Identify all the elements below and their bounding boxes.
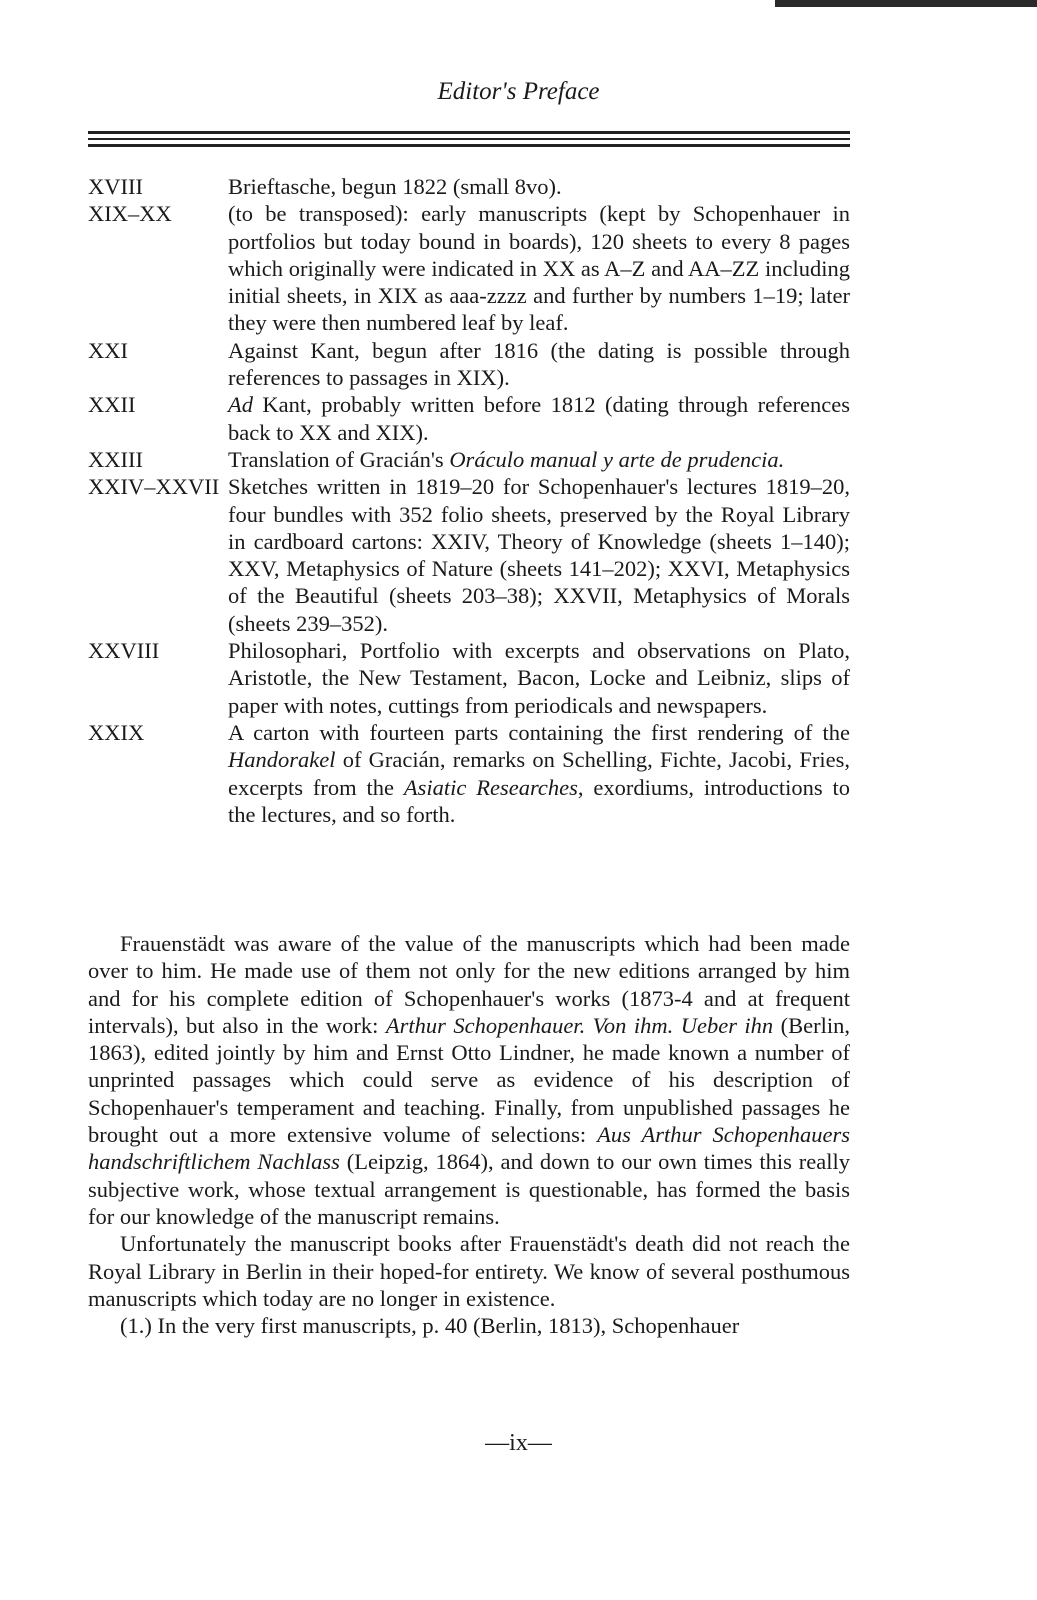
entry-label: XXI xyxy=(88,337,128,363)
entry-label: XXII xyxy=(88,392,136,418)
entry-label: XIX–XX xyxy=(88,201,172,227)
entry-description: Philosophari, Portfolio with excerpts and observations on Plato, Aristotle, the New Testament, Bacon, Locke and Leibniz, slips of paper with notes, cuttings from periodicals and newspapers. xyxy=(228,638,850,718)
manuscript-entry xyxy=(88,337,850,392)
entry-description: Against Kant, begun after 1816 (the dating is possible through references to passages in XIX). xyxy=(228,337,850,391)
entry-label: XXVIII xyxy=(88,638,160,664)
manuscript-list xyxy=(88,173,850,828)
scan-edge-bar xyxy=(775,0,1037,7)
entry-label: XXIX xyxy=(88,719,145,745)
entry-description: Ad Kant, probably written before 1812 (dating through references back to XX and XIX). xyxy=(228,392,850,445)
paragraph: (1.) In the very first manuscripts, p. 40 (Berlin, 1813), Schopenhauer xyxy=(120,1313,740,1339)
paragraph: Unfortunately the manuscript books after Frauenstädt's death did not reach the Royal Library in Berlin in their hoped-for entirety. We know of several posthumous manuscripts which today are no longer in existence. xyxy=(88,1231,850,1311)
header-rule xyxy=(88,138,850,140)
entry-label: XXIV–XXVII xyxy=(88,474,220,500)
entry-description: Translation of Gracián's Oráculo manual y arte de prudencia. xyxy=(228,446,785,472)
manuscript-entry xyxy=(88,473,850,637)
entry-description: A carton with fourteen parts containing the first rendering of the Handorakel of Gracián, remarks on Schelling, Fichte, Jacobi, Fries, excerpts from the Asiatic Researches, exordiums, introductions to the lectures, and so forth. xyxy=(228,719,850,827)
body-text xyxy=(88,930,850,1339)
entry-description: (to be transposed): early manuscripts (kept by Schopenhauer in portfolios but today bound in boards), 120 sheets to every 8 pages which originally were indicated in XX as A–Z and AA–ZZ including initial sheets, in XIX as aaa-zzzz and further by numbers 1–19; later they were then numbered leaf by leaf. xyxy=(228,201,850,336)
manuscript-entry xyxy=(88,719,850,828)
header-rule xyxy=(88,131,850,134)
entry-label: XVIII xyxy=(88,174,143,199)
paragraph: Frauenstädt was aware of the value of the manuscripts which had been made over to him. He made use of them not only for the new editions arranged by him and for his complete edition of Schopenhauer's works (1873-4 and at frequent intervals), but also in the work: Arthur Schopenhauer. Von ihm. Ueber ihn (Berlin, 1863), edited jointly by him and Ernst Otto Lindner, he made known a number of unprinted passages which could serve as evidence of his description of Schopenhauer's temperament and teaching. Finally, from unpublished passages he brought out a more extensive volume of selections: Aus Arthur Schopenhauers handschriftlichem Nachlass (Leipzig, 1864), and down to our own times this really subjective work, whose textual arrangement is questionable, has formed the basis for our knowledge of the manuscript remains. xyxy=(88,931,851,1229)
manuscript-entry xyxy=(88,637,850,719)
page-number: —ix— xyxy=(485,1430,552,1456)
manuscript-entry xyxy=(88,173,850,200)
manuscript-entry xyxy=(88,200,850,336)
running-header: Editor's Preface xyxy=(437,78,600,105)
entry-label: XXIII xyxy=(88,446,143,472)
header-rule xyxy=(88,144,850,147)
manuscript-entry xyxy=(88,446,850,473)
manuscript-entry xyxy=(88,391,850,446)
entry-description: Sketches written in 1819–20 for Schopenhauer's lectures 1819–20, four bundles with 352 folio sheets, preserved by the Royal Library in cardboard cartons: XXIV, Theory of Knowledge (sheets 1–140); XXV, Metaphysics of Nature (sheets 141–202); XXVI, Metaphysics of the Beautiful (sheets 203–38); XXVII, Metaphysics of Morals (sheets 239–352). xyxy=(228,474,850,636)
entry-description: Brieftasche, begun 1822 (small 8vo). xyxy=(228,174,562,199)
